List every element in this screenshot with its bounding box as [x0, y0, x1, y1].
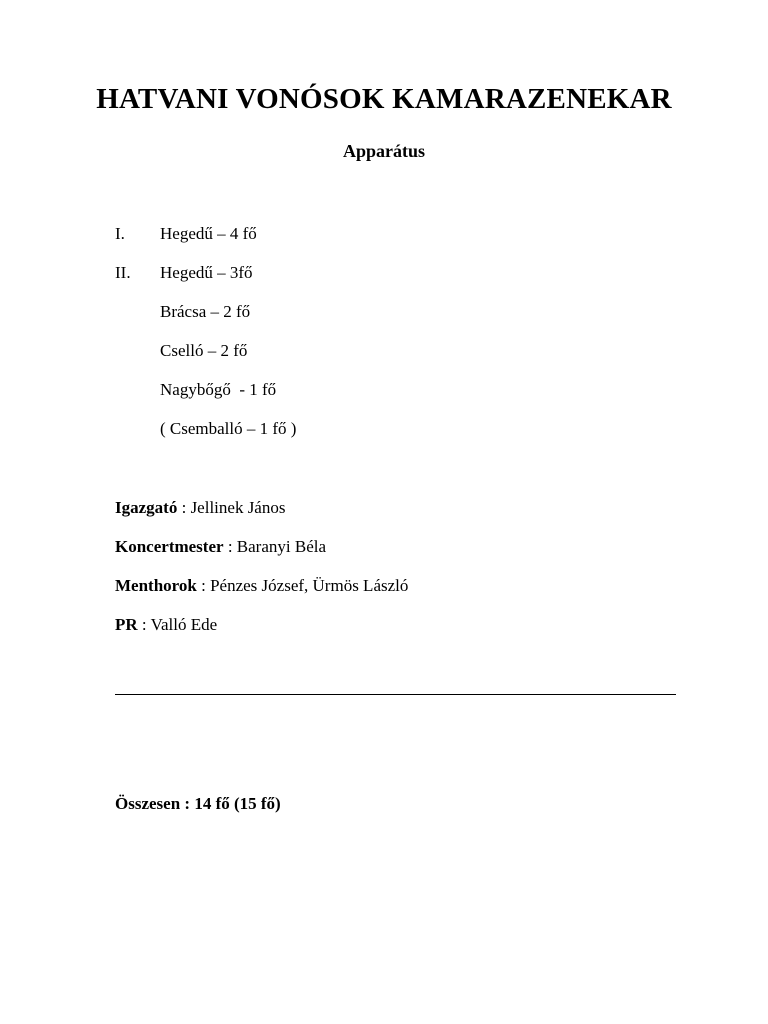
- staff-row-mentors: [115, 576, 408, 596]
- staff-separator: :: [196, 576, 211, 595]
- total-line: Összesen : 14 fő (15 fő): [115, 794, 281, 813]
- staff-separator: :: [137, 615, 151, 634]
- staff-row-director: [115, 498, 285, 518]
- instrument-item: Brácsa – 2 fő: [160, 302, 251, 321]
- staff-role: Igazgató: [115, 498, 178, 517]
- instrument-number: II.: [115, 263, 131, 282]
- staff-name: Baranyi Béla: [236, 537, 327, 556]
- instrument-item: Hegedű – 4 fő: [160, 224, 257, 243]
- document-title: HATVANI VONÓSOK KAMARAZENEKAR: [96, 83, 672, 115]
- document-subtitle: Apparátus: [342, 141, 426, 161]
- instrument-number: I.: [115, 224, 125, 243]
- staff-row-concertmaster: [115, 537, 326, 557]
- instrument-item: Nagybőgő - 1 fő: [160, 380, 277, 399]
- staff-row-pr: [115, 615, 217, 635]
- staff-separator: :: [177, 498, 191, 517]
- staff-name: Jellinek János: [190, 498, 286, 517]
- instrument-item: Hegedű – 3fő: [160, 263, 253, 282]
- staff-role: Koncertmester: [115, 537, 224, 556]
- horizontal-rule: [115, 694, 676, 695]
- staff-name: Pénzes József, Ürmös László: [210, 576, 409, 595]
- instrument-item: ( Csemballó – 1 fő ): [160, 419, 297, 438]
- staff-role: PR: [115, 615, 138, 634]
- staff-role: Menthorok: [115, 576, 197, 595]
- staff-name: Valló Ede: [150, 615, 218, 634]
- staff-separator: :: [223, 537, 237, 556]
- instrument-item: Cselló – 2 fő: [160, 341, 248, 360]
